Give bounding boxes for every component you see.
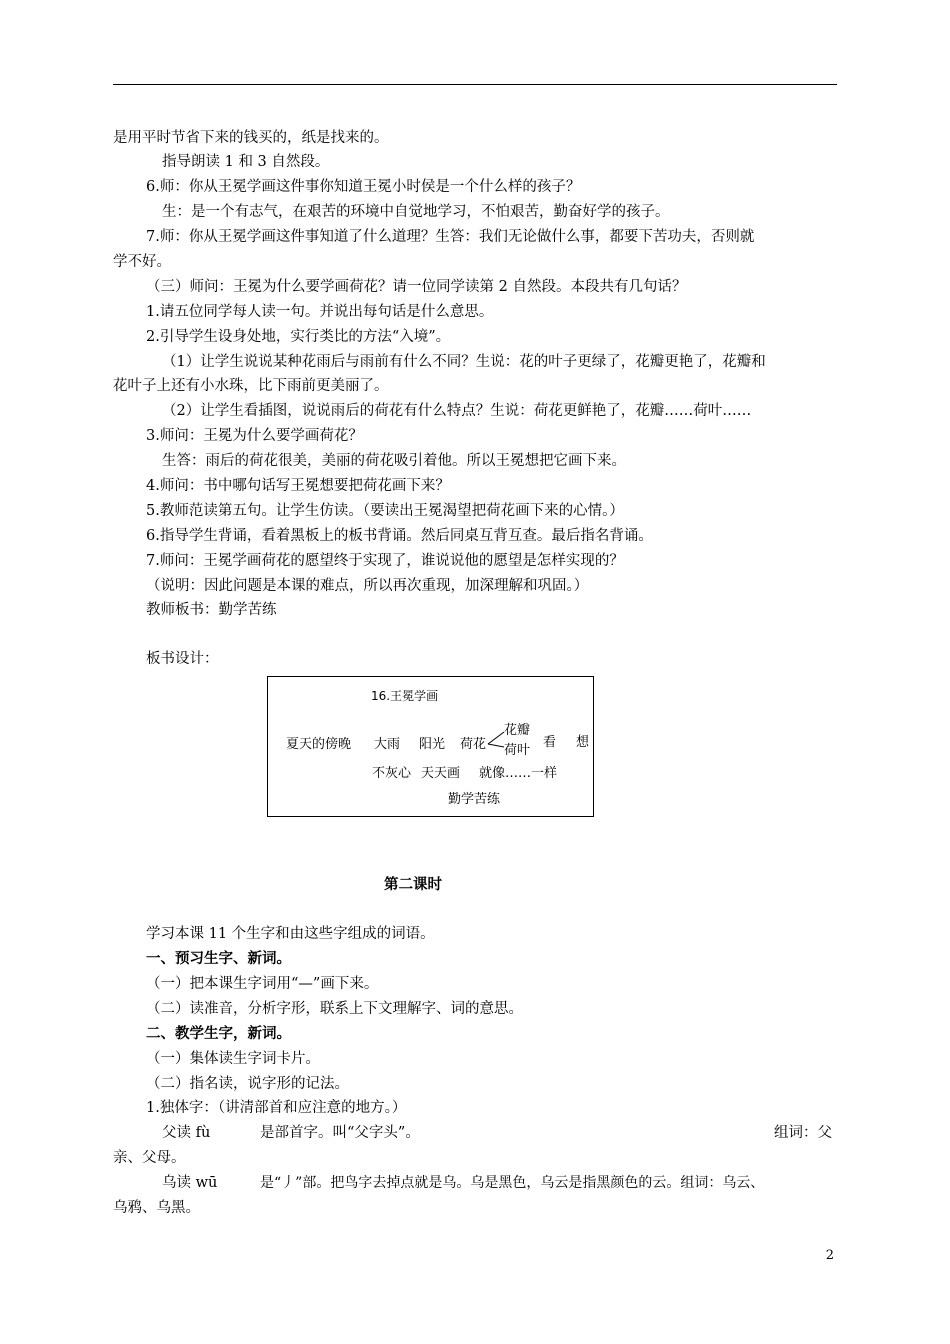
text-line: 生：是一个有志气，在艰苦的环境中自觉地学习，不怕艰苦，勤奋好学的孩子。 xyxy=(162,204,670,220)
text-line: 生答：雨后的荷花很美，美丽的荷花吸引着他。所以王冕想把它画下来。 xyxy=(162,453,626,469)
char-fu-words: 组词：父 xyxy=(774,1125,832,1141)
text-line: （二）读准音，分析字形，联系上下文理解字、词的意思。 xyxy=(146,1001,523,1017)
board-word: 勤学苦练 xyxy=(448,792,501,807)
char-wu-note: 是“丿”部。把鸟字去掉点就是乌。乌是黑色，乌云是指黑颜色的云。组词：乌云、 xyxy=(260,1175,765,1191)
branch-lines xyxy=(486,727,506,749)
char-wu-words-cont: 乌鸦、乌黑。 xyxy=(113,1200,200,1216)
text-line: 3.师问：王冕为什么要学画荷花？ xyxy=(146,428,363,444)
text-line: 学习本课 11 个生字和由这些字组成的词语。 xyxy=(146,926,435,942)
text-line: （一）集体读生字词卡片。 xyxy=(146,1051,320,1067)
heading-line: 二、教学生字，新词。 xyxy=(146,1025,291,1042)
text-line: 学不好。 xyxy=(113,254,171,270)
char-fu-note: 是部首字。叫“父字头”。 xyxy=(260,1125,420,1141)
text-line: 板书设计： xyxy=(146,651,219,667)
text-line: 2.引导学生设身处地，实行类比的方法“入境”。 xyxy=(146,329,451,345)
text-line: 花叶子上还有小水珠，比下雨前更美丽了。 xyxy=(113,378,389,394)
text-line: （2）让学生看插图，说说雨后的荷花有什么特点？生说：荷花更鲜艳了，花瓣……荷叶…… xyxy=(162,403,752,419)
board-word: 就像……一样 xyxy=(479,766,558,781)
char-fu-words-cont: 亲、父母。 xyxy=(113,1150,186,1166)
board-word: 荷花 xyxy=(460,737,487,752)
text-line: （二）指名读，说字形的记法。 xyxy=(146,1076,349,1092)
text-line: （三）师问：王冕为什么要学画荷花？请一位同学读第 2 自然段。本段共有几句话？ xyxy=(146,279,687,295)
section-title: 第二课时 xyxy=(384,876,442,893)
text-line: 7.师问：王冕学画荷花的愿望终于实现了，谁说说他的愿望是怎样实现的？ xyxy=(146,553,624,569)
board-word: 看 xyxy=(543,735,557,750)
text-line: （1）让学生说说某种花雨后与雨前有什么不同？生说：花的叶子更绿了，花瓣更艳了，花瓣和 xyxy=(162,354,766,370)
board-word: 大雨 xyxy=(374,737,401,752)
text-line: 5.教师范读第五句。让学生仿读。（要读出王冕渴望把荷花画下来的心情。） xyxy=(146,503,624,519)
text-line: 6.师：你从王冕学画这件事你知道王冕小时侯是一个什么样的孩子？ xyxy=(146,179,581,195)
text-line: 6.指导学生背诵，看着黑板上的板书背诵。然后同桌互背互查。最后指名背诵。 xyxy=(146,528,653,544)
board-word: 荷叶 xyxy=(504,743,531,758)
text-line: 是用平时节省下来的钱买的，纸是找来的。 xyxy=(113,130,389,146)
text-line: 指导朗读 1 和 3 自然段。 xyxy=(162,154,330,170)
board-word: 夏天的傍晚 xyxy=(286,737,352,752)
text-line: 1.请五位同学每人读一句。并说出每句话是什么意思。 xyxy=(146,304,494,320)
board-word: 阳光 xyxy=(419,737,446,752)
header-rule xyxy=(113,84,837,85)
board-word: 想 xyxy=(576,735,590,750)
text-line: 1.独体字：（讲清部首和应注意的地方。） xyxy=(146,1100,407,1116)
board-word: 花瓣 xyxy=(504,723,531,738)
board-title: 16.王冕学画 xyxy=(371,689,439,703)
text-line: 7.师：你从王冕学画这件事知道了什么道理？生答：我们无论做什么事，都要下苦功夫，否则就 xyxy=(146,229,755,245)
board-design-box xyxy=(267,676,594,817)
board-word: 不灰心 xyxy=(372,766,412,781)
text-line: （说明：因此问题是本课的难点，所以再次重现，加深理解和巩固。） xyxy=(146,578,589,594)
text-line: （一）把本课生字词用“—”画下来。 xyxy=(146,976,379,992)
text-line: 4.师问：书中哪句话写王冕想要把荷花画下来？ xyxy=(146,478,450,494)
heading-line: 一、预习生字、新词。 xyxy=(146,950,291,967)
board-word: 天天画 xyxy=(421,766,461,781)
page-number: 2 xyxy=(825,1248,834,1263)
text-line: 教师板书：勤学苦练 xyxy=(146,602,277,618)
char-fu-reading: 父读 fù xyxy=(162,1125,211,1141)
char-wu-reading: 乌读 wū xyxy=(162,1175,218,1191)
